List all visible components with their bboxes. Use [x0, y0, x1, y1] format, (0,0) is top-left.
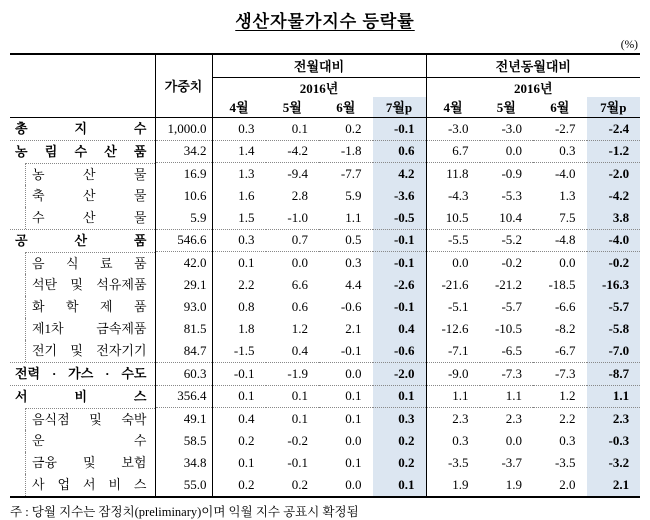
table-row — [10, 117, 640, 140]
weight-cell: 84.7 — [155, 340, 212, 363]
month-header: 6월 — [533, 97, 587, 117]
value-cell: -0.1 — [373, 296, 427, 318]
table-row — [10, 318, 640, 340]
value-cell: 0.0 — [319, 362, 373, 385]
row-label: 운 수 — [10, 430, 155, 452]
value-cell: 1.3 — [212, 163, 266, 185]
value-cell: -2.6 — [373, 274, 427, 296]
value-cell: -9.4 — [266, 163, 320, 185]
value-cell: 0.0 — [480, 140, 534, 163]
yoy-group-header: 전년동월대비 — [426, 54, 640, 77]
table-row — [10, 140, 640, 163]
table-row — [10, 296, 640, 318]
table-header — [10, 54, 640, 117]
table-row — [10, 385, 640, 408]
value-cell: 0.1 — [319, 385, 373, 408]
footnote: 주 : 당월 지수는 잠정치(preliminary)이며 익월 지수 공표시 확정됨 — [10, 504, 359, 519]
value-cell: 0.3 — [373, 408, 427, 430]
value-cell: 0.2 — [373, 452, 427, 474]
weight-cell: 546.6 — [155, 229, 212, 252]
table-row — [10, 229, 640, 252]
value-cell: -5.1 — [447, 298, 469, 314]
year-header-yoy: 2016년 — [514, 80, 553, 96]
table-row — [10, 408, 640, 430]
value-cell: 0.2 — [291, 476, 308, 492]
value-cell: -5.8 — [587, 318, 641, 340]
value-cell: 0.4 — [212, 408, 266, 430]
value-cell: -8.2 — [554, 320, 576, 336]
value-cell: -4.2 — [266, 140, 320, 163]
value-cell: -0.6 — [373, 340, 427, 363]
value-cell: 0.4 — [291, 342, 308, 358]
row-label: 제1차 금속제품 — [10, 318, 155, 340]
weight-cell: 10.6 — [155, 185, 212, 207]
value-cell: 0.2 — [373, 430, 427, 452]
value-cell: 0.3 — [238, 120, 255, 136]
value-cell: 0.2 — [238, 476, 255, 492]
month-header: 6월 — [319, 97, 373, 117]
value-cell: 0.3 — [533, 140, 587, 163]
value-cell: 0.2 — [345, 120, 362, 136]
category-column-header — [10, 54, 155, 117]
row-label: 축 산 물 — [10, 185, 155, 207]
value-cell: -0.5 — [373, 207, 427, 230]
value-cell: -0.2 — [287, 432, 308, 448]
value-cell: 6.7 — [426, 140, 480, 163]
value-cell: 1.3 — [559, 187, 576, 203]
value-cell: 10.5 — [445, 209, 469, 225]
value-cell: 0.3 — [319, 252, 373, 274]
value-cell: 1.1 — [587, 385, 641, 408]
weight-cell: 81.5 — [155, 318, 212, 340]
header-row-groups — [10, 54, 640, 77]
value-cell: 0.5 — [319, 229, 373, 252]
mom-group-header: 전월대비 — [212, 54, 426, 77]
row-label: 석탄 및 석유제품 — [10, 274, 155, 296]
value-cell: -5.7 — [501, 298, 523, 314]
value-cell: 0.3 — [559, 432, 576, 448]
weight-cell: 356.4 — [155, 385, 212, 408]
value-cell: 1.8 — [238, 320, 255, 336]
value-cell: -12.6 — [441, 320, 469, 336]
value-cell: -9.0 — [426, 362, 480, 385]
value-cell: -1.9 — [266, 362, 320, 385]
weight-cell: 34.8 — [155, 452, 212, 474]
value-cell: -7.3 — [533, 362, 587, 385]
value-cell: -4.2 — [587, 185, 641, 207]
month-header: 5월 — [266, 97, 320, 117]
table-row — [10, 430, 640, 452]
value-cell: -3.6 — [373, 185, 427, 207]
value-cell: -0.9 — [480, 163, 534, 185]
value-cell: -10.5 — [494, 320, 523, 336]
value-cell: -2.0 — [587, 163, 641, 185]
value-cell: -3.0 — [447, 120, 469, 136]
value-cell: 2.3 — [426, 408, 480, 430]
value-cell: -21.2 — [494, 276, 523, 292]
value-cell: 6.6 — [291, 276, 308, 292]
value-cell: 10.4 — [499, 209, 523, 225]
value-cell: 0.2 — [238, 432, 255, 448]
value-cell: -7.1 — [447, 342, 469, 358]
value-cell: 11.8 — [426, 163, 480, 185]
month-header-preliminary: 7월p — [373, 97, 427, 117]
row-label: 사 업 서 비 스 — [10, 474, 155, 497]
weight-cell: 42.0 — [155, 252, 212, 274]
value-cell: -0.1 — [340, 342, 362, 358]
weight-cell: 93.0 — [155, 296, 212, 318]
value-cell: -1.0 — [287, 209, 308, 225]
value-cell: 2.3 — [480, 408, 534, 430]
weight-cell: 49.1 — [155, 408, 212, 430]
value-cell: 0.0 — [345, 476, 362, 492]
weight-column-header: 가중치 — [155, 54, 212, 117]
value-cell: 0.1 — [238, 454, 255, 470]
weight-cell: 34.2 — [155, 140, 212, 163]
value-cell: -0.1 — [287, 454, 308, 470]
value-cell: -7.7 — [319, 163, 373, 185]
value-cell: 0.0 — [505, 432, 523, 448]
value-cell: 0.6 — [373, 140, 427, 163]
value-cell: 0.7 — [266, 229, 320, 252]
value-cell: 0.1 — [266, 408, 320, 430]
value-cell: -0.1 — [373, 229, 427, 252]
value-cell: 1.1 — [480, 385, 534, 408]
value-cell: -1.2 — [587, 140, 641, 163]
row-label: 화 학 제 품 — [10, 296, 155, 318]
value-cell: -4.3 — [447, 187, 469, 203]
value-cell: 0.1 — [212, 252, 266, 274]
value-cell: 1.1 — [426, 385, 480, 408]
value-cell: 0.1 — [319, 408, 373, 430]
value-cell: 0.3 — [452, 432, 469, 448]
value-cell: -8.7 — [587, 362, 641, 385]
value-cell: -6.6 — [554, 298, 576, 314]
value-cell: 2.1 — [587, 474, 641, 497]
table-row — [10, 452, 640, 474]
value-cell: -3.5 — [447, 454, 469, 470]
year-header-mom: 2016년 — [212, 77, 426, 97]
month-header-preliminary: 7월p — [587, 97, 641, 117]
value-cell: -16.3 — [587, 274, 641, 296]
value-cell: -0.1 — [373, 252, 427, 274]
value-cell: 0.1 — [373, 474, 427, 497]
value-cell: -21.6 — [441, 276, 469, 292]
value-cell: -0.2 — [587, 252, 641, 274]
value-cell: -4.0 — [587, 229, 641, 252]
month-header: 5월 — [480, 97, 534, 117]
value-cell: -2.7 — [554, 120, 576, 136]
value-cell: 0.1 — [266, 385, 320, 408]
value-cell: 0.8 — [238, 298, 255, 314]
table-row — [10, 185, 640, 207]
value-cell: -6.7 — [554, 342, 576, 358]
value-cell: 0.1 — [345, 454, 362, 470]
value-cell: 2.0 — [559, 476, 576, 492]
ppi-table — [10, 53, 640, 498]
value-cell: -7.3 — [480, 362, 534, 385]
value-cell: -0.1 — [373, 117, 427, 140]
weight-cell: 55.0 — [155, 474, 212, 497]
table-row — [10, 252, 640, 274]
value-cell: -18.5 — [548, 276, 576, 292]
value-cell: -5.7 — [587, 296, 641, 318]
row-label: 전력 · 가스 · 수도 — [10, 362, 155, 385]
value-cell: -2.4 — [587, 117, 641, 140]
row-label: 음식점 및 숙박 — [10, 408, 155, 430]
table-row — [10, 207, 640, 230]
value-cell: 1.4 — [212, 140, 266, 163]
weight-cell: 5.9 — [155, 207, 212, 230]
value-cell: 5.9 — [345, 187, 362, 203]
month-header: 4월 — [212, 97, 266, 117]
value-cell: 0.1 — [212, 385, 266, 408]
unit-label: (%) — [620, 39, 638, 51]
value-cell: 2.8 — [291, 187, 308, 203]
value-cell: 0.1 — [291, 120, 308, 136]
value-cell: -0.1 — [212, 362, 266, 385]
value-cell: 1.2 — [533, 385, 587, 408]
value-cell: 2.2 — [238, 276, 255, 292]
table-row — [10, 362, 640, 385]
value-cell: 1.2 — [291, 320, 308, 336]
value-cell: -3.2 — [587, 452, 641, 474]
weight-cell: 1,000.0 — [155, 117, 212, 140]
weight-cell: 58.5 — [155, 430, 212, 452]
value-cell: 0.0 — [345, 432, 362, 448]
value-cell: 2.1 — [345, 320, 362, 336]
row-label: 전기 및 전자기기 — [10, 340, 155, 363]
value-cell: 1.5 — [238, 209, 255, 225]
table-body — [10, 117, 640, 497]
value-cell: 0.3 — [212, 229, 266, 252]
row-label: 수 산 물 — [10, 207, 155, 230]
value-cell: -2.0 — [373, 362, 427, 385]
value-cell: 0.4 — [373, 318, 427, 340]
value-cell: -4.0 — [533, 163, 587, 185]
month-header: 4월 — [426, 97, 480, 117]
value-cell: 4.4 — [345, 276, 362, 292]
value-cell: -3.7 — [501, 454, 523, 470]
value-cell: 0.6 — [291, 298, 308, 314]
value-cell: -5.2 — [480, 229, 534, 252]
weight-cell: 16.9 — [155, 163, 212, 185]
value-cell: 2.2 — [533, 408, 587, 430]
value-cell: 0.1 — [373, 385, 427, 408]
value-cell: -5.3 — [501, 187, 523, 203]
row-label: 총 지 수 — [10, 117, 155, 140]
value-cell: 1.6 — [238, 187, 255, 203]
row-label: 공 산 품 — [10, 229, 155, 252]
weight-cell: 60.3 — [155, 362, 212, 385]
value-cell: 3.8 — [587, 207, 641, 230]
row-label: 서 비 스 — [10, 385, 155, 408]
row-label: 농 산 물 — [10, 163, 155, 185]
value-cell: -5.5 — [426, 229, 480, 252]
value-cell: -0.2 — [480, 252, 534, 274]
row-label: 농 림 수 산 품 — [10, 140, 155, 163]
table-row — [10, 340, 640, 363]
value-cell: 0.0 — [266, 252, 320, 274]
weight-cell: 29.1 — [155, 274, 212, 296]
value-cell: -1.8 — [319, 140, 373, 163]
table-row — [10, 163, 640, 185]
value-cell: 0.0 — [533, 252, 587, 274]
table-row — [10, 274, 640, 296]
value-cell: -4.8 — [533, 229, 587, 252]
value-cell: -0.6 — [340, 298, 362, 314]
value-cell: 4.2 — [373, 163, 427, 185]
value-cell: 1.9 — [452, 476, 469, 492]
value-cell: -3.0 — [501, 120, 523, 136]
table-row — [10, 474, 640, 497]
value-cell: 2.3 — [587, 408, 641, 430]
row-label: 금융 및 보험 — [10, 452, 155, 474]
value-cell: -6.5 — [501, 342, 523, 358]
value-cell: -7.0 — [587, 340, 641, 363]
value-cell: -0.3 — [587, 430, 641, 452]
value-cell: 1.9 — [505, 476, 523, 492]
page-title: 생산자물가지수 등락률 — [235, 12, 415, 31]
value-cell: 7.5 — [559, 209, 576, 225]
row-label: 음 식 료 품 — [10, 252, 155, 274]
value-cell: -1.5 — [233, 342, 255, 358]
value-cell: -3.5 — [554, 454, 576, 470]
value-cell: 0.0 — [426, 252, 480, 274]
value-cell: 1.1 — [345, 209, 362, 225]
